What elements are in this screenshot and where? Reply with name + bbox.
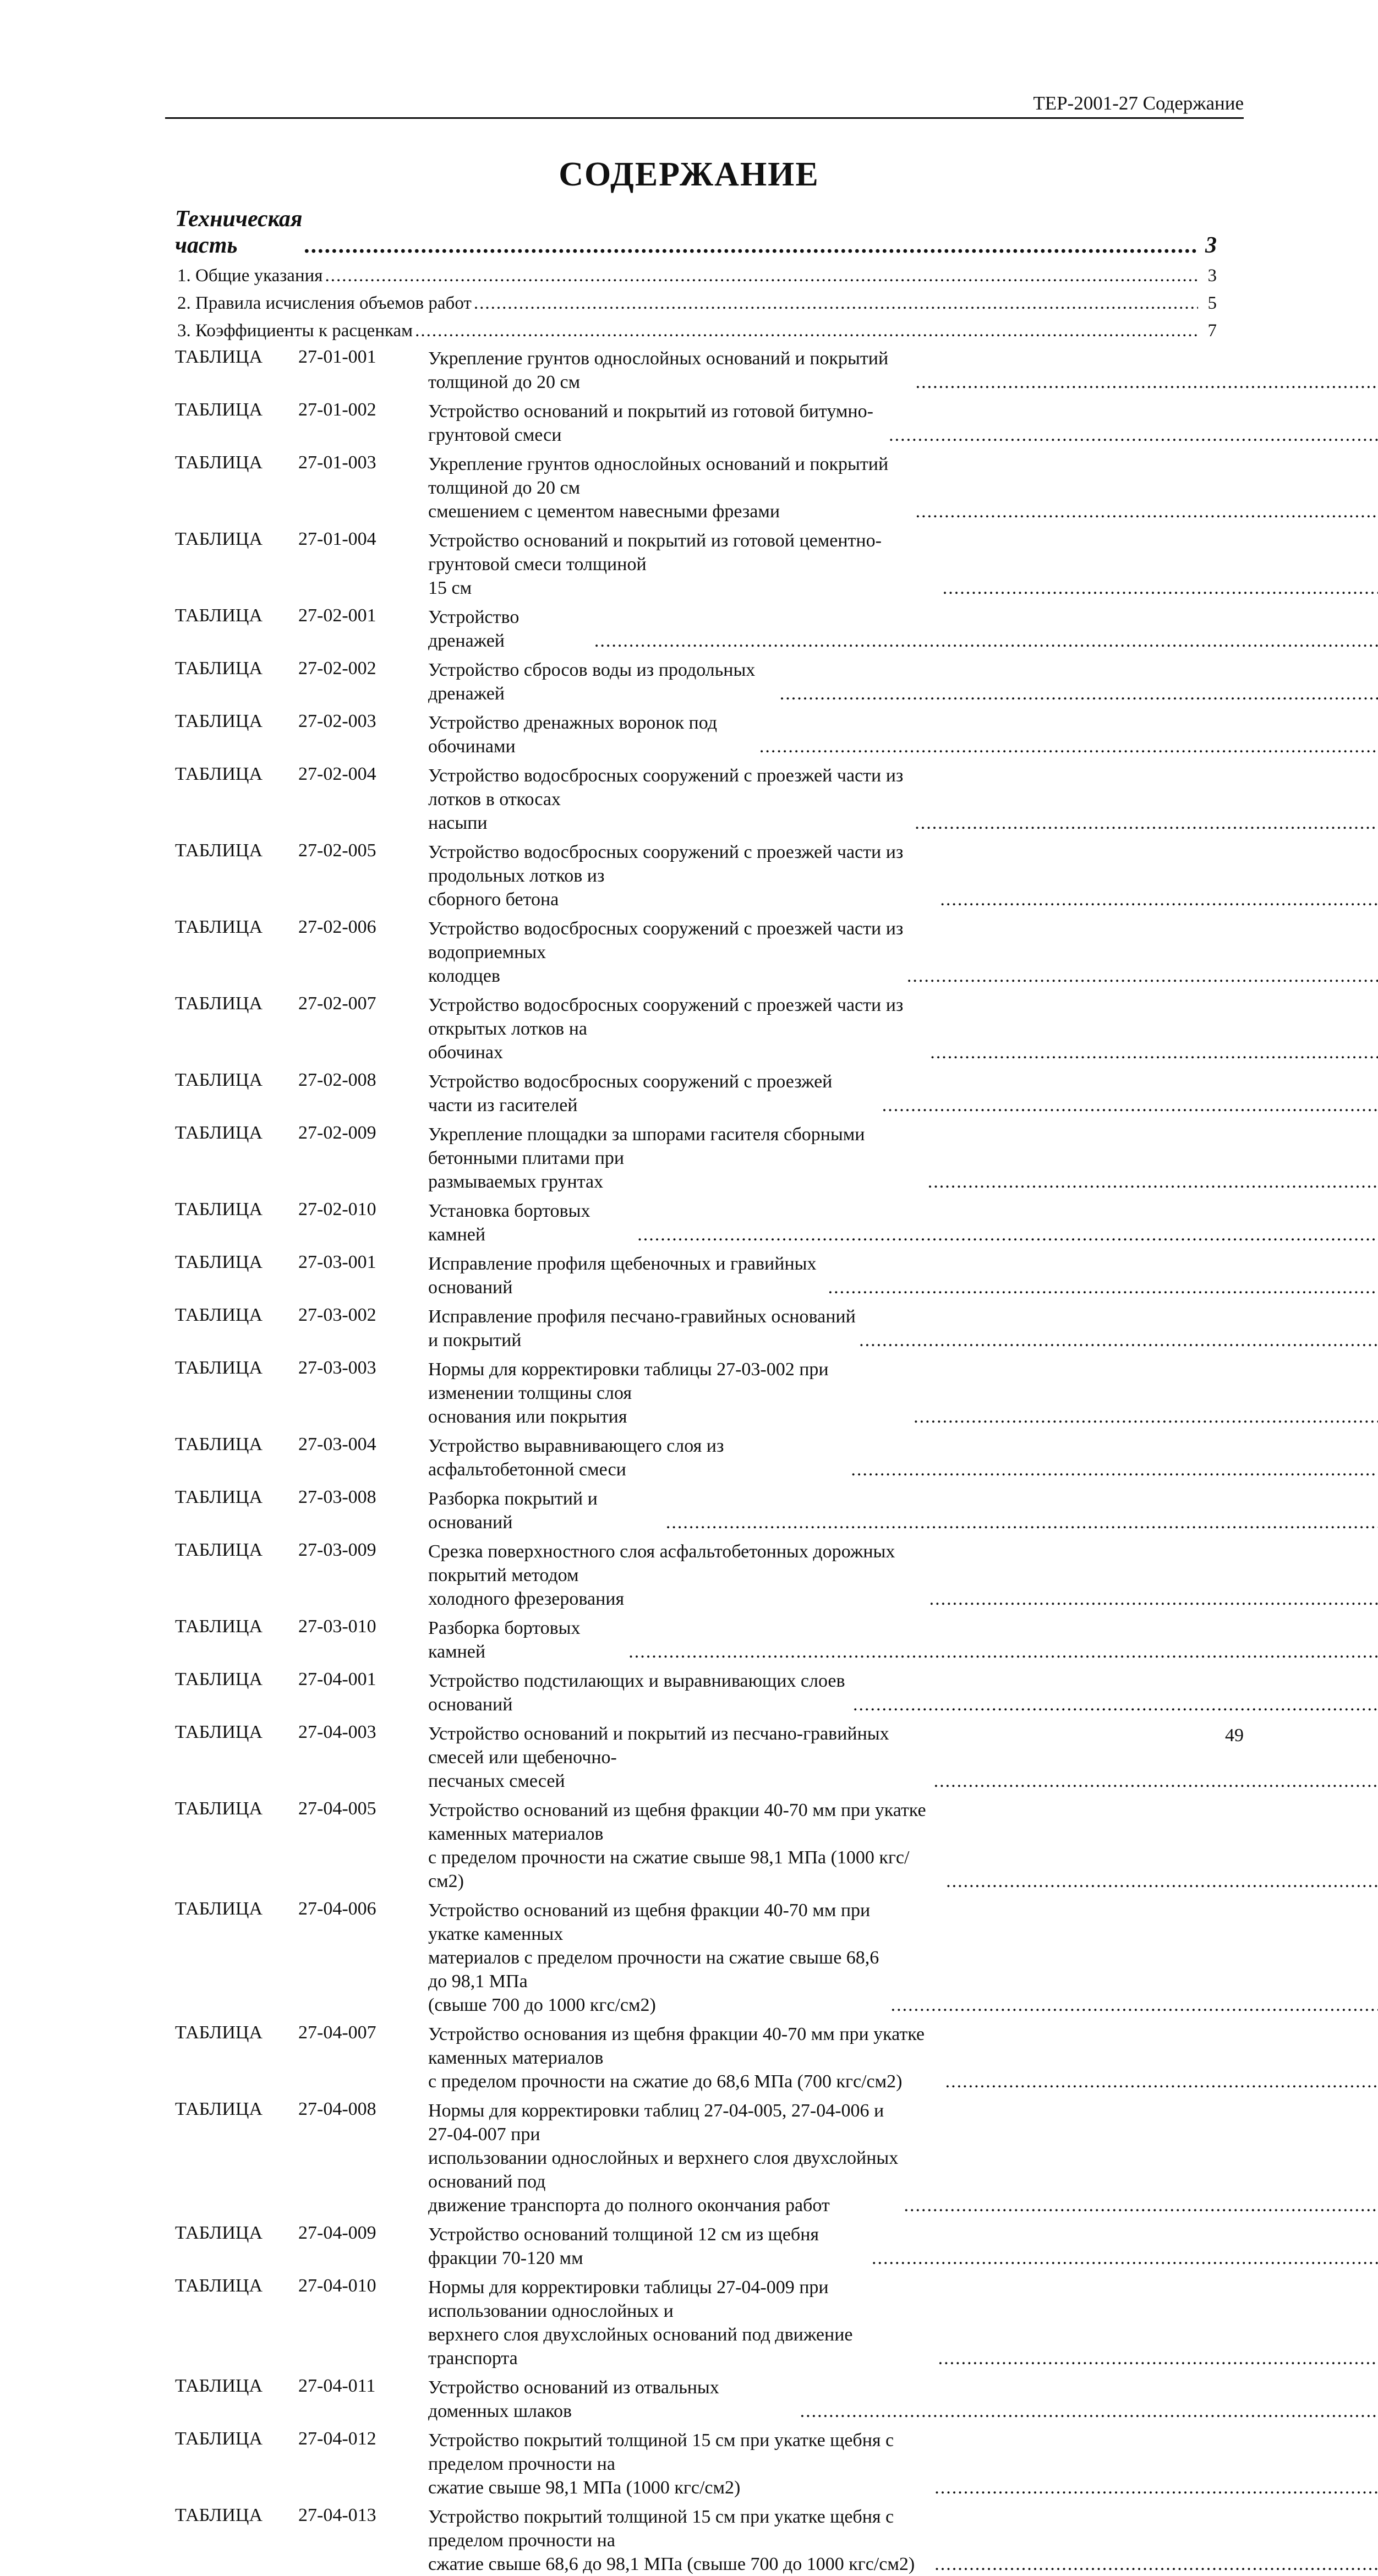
table-code: 27-03-004 (298, 1434, 376, 1454)
table-code: 27-04-013 (298, 2505, 376, 2525)
dot-leader (916, 500, 1378, 523)
toc-entry-table[interactable] (175, 1246, 1217, 1299)
entry-title (428, 2223, 1378, 2270)
table-keyword: ТАБЛИЦА (175, 2505, 263, 2525)
dot-leader (666, 1511, 1378, 1534)
dot-leader (945, 2070, 1378, 2093)
entry-title (428, 1358, 1378, 1429)
entry-title (428, 1487, 1378, 1534)
entry-title (428, 347, 1378, 394)
page-number: 49 (1225, 1725, 1244, 1746)
dot-leader (929, 1587, 1378, 1611)
toc-entry-section[interactable] (175, 259, 1217, 286)
entry-title-line: холодного фрезерования (428, 1589, 625, 1609)
table-code: 27-02-003 (298, 711, 376, 731)
entry-title-line: Установка бортовых камней (428, 1201, 590, 1245)
running-title: ТЕР-2001-27 Содержание (1033, 92, 1244, 114)
dot-leader (904, 2194, 1378, 2217)
dot-leader (851, 1458, 1378, 1481)
toc-entry-table[interactable] (175, 988, 1217, 1064)
toc-entry-table[interactable] (175, 2217, 1217, 2270)
entry-title (428, 529, 1378, 600)
table-code: 27-04-008 (298, 2099, 376, 2119)
entry-title-line: Устройство оснований и покрытий из готовой битумно-грунтовой смеси (428, 401, 873, 445)
table-code: 27-04-012 (298, 2429, 376, 2449)
table-list (175, 341, 1217, 2576)
section-label: 2. Правила исчисления объемов работ (177, 293, 472, 313)
entry-title (428, 711, 1378, 758)
entry-title-line: Нормы для корректировки таблицы 27-04-009 при использовании однослойных и (428, 2277, 829, 2321)
entry-title-line: насыпи (428, 813, 488, 833)
dot-leader (934, 1769, 1378, 1793)
toc-entry-technical-part[interactable] (175, 206, 1217, 259)
page-ref: 7 (1207, 321, 1217, 341)
table-keyword: ТАБЛИЦА (175, 2376, 263, 2396)
entry-title-line: Устройство выравнивающего слоя из асфальтобетонной смеси (428, 1436, 724, 1480)
table-keyword: ТАБЛИЦА (175, 1358, 263, 1378)
entry-title-line: верхнего слоя двухслойных оснований под движение транспорта (428, 2325, 853, 2369)
table-keyword: ТАБЛИЦА (175, 2276, 263, 2296)
table-code: 27-02-001 (298, 605, 376, 626)
table-keyword: ТАБЛИЦА (175, 1487, 263, 1507)
dot-leader (882, 1093, 1378, 1117)
entry-title-line: Устройство оснований из щебня фракции 40-70 мм при укатке каменных (428, 1900, 871, 1944)
entry-title-line: использовании однослойных и верхнего слоя двухслойных оснований под (428, 2148, 899, 2192)
table-code: 27-03-003 (298, 1358, 376, 1378)
toc-entry-table[interactable] (175, 2500, 1217, 2576)
table-code: 27-04-009 (298, 2223, 376, 2243)
table-keyword: ТАБЛИЦА (175, 1722, 263, 1742)
table-keyword: ТАБЛИЦА (175, 1305, 263, 1325)
entry-title (428, 2276, 1378, 2370)
table-code: 27-02-008 (298, 1070, 376, 1090)
entry-title-line: Устройство сбросов воды из продольных дренажей (428, 660, 756, 704)
entry-title-line: размываемых грунтах (428, 1172, 604, 1192)
table-code: 27-02-009 (298, 1123, 376, 1143)
dot-leader (800, 2399, 1378, 2423)
dot-leader (859, 1328, 1378, 1352)
table-keyword: ТАБЛИЦА (175, 347, 263, 367)
table-code: 27-04-005 (298, 1798, 376, 1819)
entry-title-line: Разборка покрытий и оснований (428, 1489, 598, 1533)
dot-leader (938, 2347, 1378, 2370)
table-code: 27-03-009 (298, 1540, 376, 1560)
entry-title (428, 1669, 1378, 1716)
toc-entry-table[interactable] (175, 2093, 1217, 2217)
entry-title-line: Устройство водосбросных сооружений с проезжей части из водоприемных (428, 918, 904, 962)
dot-leader (891, 1993, 1378, 2017)
table-code: 27-01-002 (298, 400, 376, 420)
toc-entry-table[interactable] (175, 1534, 1217, 1611)
technical-part-label: Техническая часть (175, 206, 303, 258)
toc-entry-table[interactable] (175, 1611, 1217, 1664)
section-label: 1. Общие указания (177, 266, 323, 286)
entry-title-line: основания или покрытия (428, 1407, 627, 1427)
table-keyword: ТАБЛИЦА (175, 452, 263, 473)
header-rule (165, 117, 1244, 119)
entry-title-line: Разборка бортовых камней (428, 1618, 581, 1662)
toc-entry-table[interactable] (175, 447, 1217, 523)
toc-entry-section[interactable] (175, 286, 1217, 314)
toc-entry-table[interactable] (175, 1793, 1217, 1893)
toc-entry-table[interactable] (175, 1194, 1217, 1246)
entry-title-line: Исправление профиля щебеночных и гравийных оснований (428, 1254, 817, 1298)
entry-title-line: сборного бетона (428, 889, 559, 910)
table-keyword: ТАБЛИЦА (175, 1434, 263, 1454)
toc-entry-table[interactable] (175, 705, 1217, 758)
dot-leader (872, 2246, 1378, 2270)
table-keyword: ТАБЛИЦА (175, 1669, 263, 1689)
dot-leader (828, 1276, 1378, 1299)
table-of-contents (175, 206, 1217, 2576)
table-code: 27-01-003 (298, 452, 376, 473)
table-code: 27-03-010 (298, 1616, 376, 1637)
table-code: 27-04-006 (298, 1899, 376, 1919)
dot-leader (637, 1223, 1378, 1246)
entry-title (428, 1899, 1378, 2017)
table-code: 27-02-004 (298, 764, 376, 784)
entry-title-line: смешением с цементом навесными фрезами (428, 501, 780, 522)
table-code: 27-02-002 (298, 658, 376, 679)
toc-entry-table[interactable] (175, 1429, 1217, 1481)
table-keyword: ТАБЛИЦА (175, 2429, 263, 2449)
entry-title-line: Нормы для корректировки таблиц 27-04-005, 27-04-006 и 27-04-007 при (428, 2101, 884, 2145)
table-keyword: ТАБЛИЦА (175, 658, 263, 679)
page-title: СОДЕРЖАНИЕ (559, 156, 819, 193)
entry-title (428, 452, 1378, 523)
toc-entry-table[interactable] (175, 341, 1217, 394)
entry-title (428, 1616, 1378, 1664)
toc-entry-table[interactable] (175, 600, 1217, 653)
dot-leader (594, 629, 1378, 653)
entry-title-line: Нормы для корректировки таблицы 27-03-002 при изменении толщины слоя (428, 1359, 829, 1403)
table-code: 27-04-003 (298, 1722, 376, 1742)
entry-title (428, 2099, 1378, 2217)
dot-leader (916, 370, 1378, 394)
table-code: 27-01-004 (298, 529, 376, 549)
entry-title-line: Укрепление грунтов однослойных оснований и покрытий толщиной до 20 см (428, 348, 889, 392)
page-ref: 3 (1207, 266, 1217, 286)
toc-entry-table[interactable] (175, 2423, 1217, 2500)
table-keyword: ТАБЛИЦА (175, 2099, 263, 2119)
entry-title-line: (свыше 700 до 1000 кгс/см2) (428, 1995, 656, 2015)
dot-leader (853, 1693, 1378, 1716)
entry-title (428, 1070, 1378, 1117)
dot-leader (759, 735, 1378, 758)
entry-title-line: материалов с пределом прочности на сжатие свыше 68,6 до 98,1 МПа (428, 1948, 879, 1992)
entry-title-line: Срезка поверхностного слоя асфальтобетонных дорожных покрытий методом (428, 1541, 895, 1585)
table-code: 27-02-005 (298, 840, 376, 861)
table-keyword: ТАБЛИЦА (175, 993, 263, 1014)
toc-entry-table[interactable] (175, 1481, 1217, 1534)
table-keyword: ТАБЛИЦА (175, 840, 263, 861)
entry-title-line: Устройство оснований и покрытий из песчано-гравийных смесей или щебеночно- (428, 1724, 889, 1768)
toc-entry-table[interactable] (175, 758, 1217, 835)
toc-entry-table[interactable] (175, 653, 1217, 705)
dot-leader (325, 266, 1198, 286)
table-code: 27-03-002 (298, 1305, 376, 1325)
toc-entry-section[interactable] (175, 314, 1217, 341)
toc-entry-table[interactable] (175, 1716, 1217, 1793)
table-keyword: ТАБЛИЦА (175, 1252, 263, 1272)
entry-title-line: сжатие свыше 68,6 до 98,1 МПа (свыше 700 до 1000 кгс/см2) (428, 2554, 915, 2574)
entry-title-line: Устройство покрытий толщиной 15 см при укатке щебня с пределом прочности на (428, 2507, 894, 2551)
entry-title (428, 658, 1378, 705)
table-code: 27-01-001 (298, 347, 376, 367)
entry-title-line: сжатие свыше 98,1 МПа (1000 кгс/см2) (428, 2477, 741, 2498)
table-keyword: ТАБЛИЦА (175, 1123, 263, 1143)
table-code: 27-04-007 (298, 2022, 376, 2043)
entry-title-line: песчаных смесей (428, 1771, 565, 1791)
dot-leader (907, 964, 1378, 988)
entry-title-line: Устройство водосбросных сооружений с проезжей части из гасителей (428, 1071, 833, 1115)
table-keyword: ТАБЛИЦА (175, 1616, 263, 1637)
entry-title (428, 2429, 1378, 2500)
entry-title-line: Устройство основания из щебня фракции 40-70 мм при укатке каменных материалов (428, 2024, 925, 2068)
entry-title-line: Устройство покрытий толщиной 15 см при укатке щебня с пределом прочности на (428, 2430, 894, 2474)
entry-title (428, 605, 1378, 653)
table-keyword: ТАБЛИЦА (175, 1070, 263, 1090)
entry-title (428, 1199, 1378, 1246)
toc-entry-table[interactable] (175, 2017, 1217, 2093)
dot-leader (780, 682, 1378, 705)
page-header (0, 0, 1378, 132)
entry-title-line: Укрепление грунтов однослойных оснований и покрытий толщиной до 20 см (428, 454, 889, 498)
dot-leader (943, 576, 1378, 600)
table-code: 27-02-007 (298, 993, 376, 1014)
entry-title-line: движение транспорта до полного окончания работ (428, 2195, 830, 2216)
table-code: 27-02-010 (298, 1199, 376, 1219)
table-keyword: ТАБЛИЦА (175, 1798, 263, 1819)
entry-title-line: Устройство дренажей (428, 607, 520, 651)
table-keyword: ТАБЛИЦА (175, 529, 263, 549)
toc-entry-table[interactable] (175, 1664, 1217, 1716)
entry-title (428, 1252, 1378, 1299)
entry-title (428, 993, 1378, 1064)
dot-leader (305, 232, 1198, 259)
entry-title (428, 1540, 1378, 1611)
entry-title-line: Устройство водосбросных сооружений с проезжей части из продольных лотков из (428, 842, 904, 886)
entry-title (428, 2022, 1378, 2093)
dot-leader (415, 321, 1198, 341)
dot-leader (889, 423, 1378, 447)
entry-title (428, 917, 1378, 988)
toc-entry-table[interactable] (175, 1352, 1217, 1429)
entry-title (428, 400, 1378, 447)
entry-title-line: Устройство водосбросных сооружений с проезжей части из лотков в откосах (428, 765, 904, 810)
entry-title (428, 1123, 1378, 1194)
table-keyword: ТАБЛИЦА (175, 1199, 263, 1219)
entry-title (428, 1305, 1378, 1352)
table-code: 27-03-001 (298, 1252, 376, 1272)
entry-title-line: Укрепление площадки за шпорами гасителя сборными бетонными плитами при (428, 1124, 865, 1168)
dot-leader (628, 1640, 1378, 1664)
dot-leader (946, 1869, 1378, 1893)
entry-title-line: Устройство водосбросных сооружений с проезжей части из открытых лотков на (428, 995, 904, 1039)
entry-title-line: Устройство оснований толщиной 12 см из щебня фракции 70-120 мм (428, 2224, 819, 2268)
table-keyword: ТАБЛИЦА (175, 1540, 263, 1560)
table-keyword: ТАБЛИЦА (175, 711, 263, 731)
table-code: 27-04-001 (298, 1669, 376, 1689)
entry-title-line: Устройство оснований и покрытий из готовой цементно-грунтовой смеси толщиной (428, 530, 882, 575)
table-keyword: ТАБЛИЦА (175, 1899, 263, 1919)
toc-entry-table[interactable] (175, 1893, 1217, 2017)
page-ref: 5 (1207, 293, 1217, 313)
dot-leader (940, 888, 1378, 911)
table-code: 27-02-006 (298, 917, 376, 937)
table-code: 27-03-008 (298, 1487, 376, 1507)
toc-entry-table[interactable] (175, 1117, 1217, 1194)
toc-entry-table[interactable] (175, 911, 1217, 988)
toc-entry-table[interactable] (175, 835, 1217, 911)
table-keyword: ТАБЛИЦА (175, 2223, 263, 2243)
table-keyword: ТАБЛИЦА (175, 764, 263, 784)
dot-leader (915, 811, 1378, 835)
entry-title-line: Устройство оснований из отвальных доменных шлаков (428, 2377, 719, 2421)
section-list (175, 259, 1217, 341)
dot-leader (474, 293, 1198, 314)
table-keyword: ТАБЛИЦА (175, 400, 263, 420)
entry-title (428, 764, 1378, 835)
table-keyword: ТАБЛИЦА (175, 2022, 263, 2043)
section-label: 3. Коэффициенты к расценкам (177, 321, 413, 341)
dot-leader (934, 2552, 1378, 2576)
toc-entry-table[interactable] (175, 394, 1217, 447)
entry-title (428, 2376, 1378, 2423)
entry-title-line: Устройство оснований из щебня фракции 40-70 мм при укатке каменных материалов (428, 1800, 926, 1844)
entry-title-line: Устройство дренажных воронок под обочинами (428, 713, 718, 757)
toc-entry-table[interactable] (175, 2370, 1217, 2423)
entry-title-line: с пределом прочности на сжатие свыше 98,1 МПа (1000 кгс/см2) (428, 1847, 910, 1891)
table-keyword: ТАБЛИЦА (175, 917, 263, 937)
entry-title-line: Исправление профиля песчано-гравийных оснований и покрытий (428, 1306, 856, 1350)
entry-title-line: колодцев (428, 966, 500, 986)
toc-entry-table[interactable] (175, 1064, 1217, 1117)
dot-leader (934, 2476, 1378, 2500)
entry-title-line: 15 см (428, 578, 472, 598)
entry-title-line: с пределом прочности на сжатие до 68,6 МПа (700 кгс/см2) (428, 2071, 903, 2092)
table-code: 27-04-011 (298, 2376, 376, 2396)
dot-leader (914, 1405, 1378, 1429)
page-ref: 3 (1205, 233, 1217, 258)
table-code: 27-04-010 (298, 2276, 376, 2296)
toc-entry-table[interactable] (175, 2270, 1217, 2370)
entry-title (428, 840, 1378, 911)
entry-title-line: Устройство подстилающих и выравнивающих слоев оснований (428, 1671, 845, 1715)
dot-leader (930, 1041, 1378, 1064)
entry-title (428, 2505, 1378, 2576)
toc-entry-table[interactable] (175, 523, 1217, 600)
entry-title (428, 1798, 1378, 1893)
entry-title (428, 1434, 1378, 1481)
dot-leader (928, 1170, 1378, 1194)
toc-entry-table[interactable] (175, 1299, 1217, 1352)
table-keyword: ТАБЛИЦА (175, 605, 263, 626)
entry-title-line: обочинах (428, 1042, 503, 1063)
